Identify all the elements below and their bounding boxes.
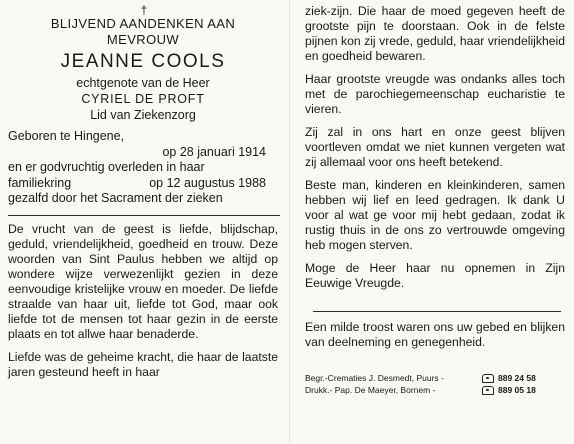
death-place: familiekring [8, 175, 72, 190]
memorial-text-para-1: De vrucht van de geest is liefde, blijdschap, geduld, vriendelijkheid, goedheid en trouw. Deze woorden van Sint Paulus hebben we altijd op wondere wijze verwezenlijkt gezien in deze eenvoudige kristelijke vrouw en moeder. De liefde straalde van haar uit, liefde tot God, maar ook liefde tot de mensen tot haar gezin in de eerste plaats en tot allwe haar benaderde. [8, 221, 278, 341]
memorial-text-para-4: Haar grootste vreugde was ondanks alles toch met de parochiegemeenschap eucharistie te vieren. [305, 72, 565, 116]
printer-name: Drukk.- Pap. De Maeyer, Bornem - [305, 385, 436, 395]
remembrance-heading: BLIJVEND AANDENKEN AAN [50, 16, 236, 31]
memorial-text-para-5: Zij zal in ons hart en onze geest blijven voortleven omdat we niet kunnen vergeten wat zij allemaal voor ons heeft betekend. [305, 125, 565, 169]
birth-date: op 28 januari 1914 [162, 144, 266, 159]
spacer [305, 253, 565, 261]
printer-line-1 [305, 372, 565, 384]
right-panel [305, 4, 565, 396]
spacer [305, 64, 565, 72]
memorial-text-para-6: Beste man, kinderen en kleinkinderen, samen hebben wij lief en leed gedragen. Ik dank U voor al wat ge voor mij hebt gedaan, zodat ik rustig thuis in de ons zo vertrouwde omgeving heb mogen sterven. [305, 178, 565, 252]
title-mevrouw: MEVROUW [106, 32, 180, 47]
spacer [8, 342, 278, 350]
spouse-intro: echtgenote van de Heer [76, 76, 210, 90]
deceased-name: JEANNE COOLS [60, 51, 226, 72]
thanks-note: Een milde troost waren ons uw gebed en blijken van deelneming en genegenheid. [305, 320, 565, 349]
phone-number-2: 889 05 18 [498, 385, 536, 395]
printer-line-2 [305, 384, 565, 396]
anointed-note: gezalfd door het Sacrament der zieken [8, 191, 223, 205]
death-date: op 12 augustus 1988 [149, 175, 266, 190]
cross-symbol: † [140, 3, 148, 17]
spacer [305, 170, 565, 178]
card-fold-line [289, 0, 290, 444]
spacer [305, 291, 565, 311]
divider-line [8, 215, 280, 216]
memorial-text-para-2: Liefde was de geheime kracht, die haar de laatste jaren gesteund heeft in haar [8, 349, 278, 379]
funeral-director: Begr.-Crematies J. Desmedt, Puurs - [305, 373, 444, 383]
telephone-icon [482, 386, 494, 395]
death-line-1: en er godvruchtig overleden in haar [8, 160, 205, 174]
telephone-icon [482, 374, 494, 383]
spacer [305, 350, 565, 372]
spouse-name: CYRIEL DE PROFT [81, 92, 205, 106]
death-line-2 [8, 176, 278, 192]
membership: Lid van Ziekenzorg [90, 108, 196, 122]
spacer [305, 117, 565, 125]
birth-place: Geboren te Hingene, [8, 129, 125, 143]
memorial-text-para-3: ziek-zijn. Die haar de moed gegeven heeft de grootste pijn te doorstaan. Ook in de felste pijnen kon zij vrede, geduld, haar vriendelijkheid en goedheid bewaren. [305, 4, 565, 63]
left-panel [8, 4, 278, 380]
phone-number-1: 889 24 58 [498, 373, 536, 383]
divider-line-right [313, 311, 561, 312]
memorial-text-para-7: Moge de Heer haar nu opnemen in Zijn Eeuwige Vreugde. [305, 261, 565, 290]
